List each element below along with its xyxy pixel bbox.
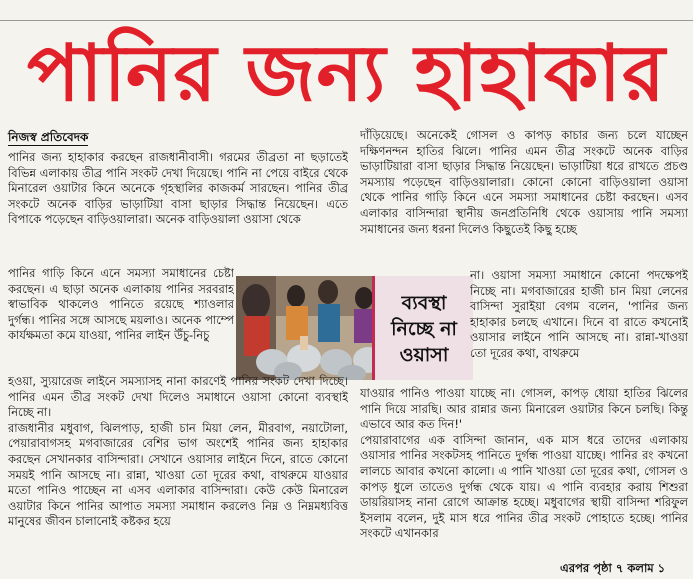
women-collecting-water-photo [236,276,386,380]
byline-text: নিজস্ব প্রতিবেদক [8,130,89,144]
article-paragraph: পেয়ারাবাগের এক বাসিন্দা জানান, এক মাস ধরে তাদের এলাকায় ওয়াসার পানির সংকটসহ পানিতে দুর্গন্ধ পাওয়া যাচ্ছে। পানির রং কখনো লালচে আবার কখনো কালো। এ পানি খাওয়া তো দূরের কথা, গোসল ও কাপড় ধুলে তাতেও দুর্গন্ধ থেকে যায়। এ পানি ব্যবহার করায় শিশুরা ডায়রিয়াসহ নানা রোগে আক্রান্ত হচ্ছে। মধুবাগের স্থায়ী বাসিন্দা শরিফুল ইসলাম বলেন, দুই মাস ধরে পানির তীব্র সংকট পোহাতে হচ্ছে। পানির সংকটে এখানকার [360,432,688,541]
article-column-left-top [8,150,348,268]
news-photo [236,276,386,380]
article-paragraph: না। ওয়াসা সমস্যা সমাধানে কোনো পদক্ষেপই নিচ্ছে না। মগবাজারের হাজী চান মিয়া লেনের বাসিন্দা সুরাইয়া বেগম বলেন, 'পানির জন্য হাহাকার চলছে এখানে। দিনে বা রাতে কখনোই ওয়াসার লাইনে পানি আসছে না। রান্না-খাওয়া তো দূরের কথা, বাথরুমে [470,268,688,360]
pull-quote-line: নিচ্ছে না [391,318,457,340]
article-paragraph: পানির গাড়ি কিনে এনে সমস্যা সমাধানের চেষ্টা করছেন। এ ছাড়া অনেক এলাকায় পানির সরবরাহ স্বাভাবিক থাকলেও পানিতে রয়েছে শ্যাওলার দুর্গন্ধ। পানির সঙ্গে আসছে ময়লাও। অনেক পাম্পে কার্যক্ষমতা কমে যাওয়া, পানির লাইন উঁচু-নিচু [8,266,234,343]
article-column-right-mid [470,268,688,386]
top-rule [0,0,693,21]
article-paragraph: হওয়া, স্যুয়ারেজ লাইনে সমস্যাসহ নানা কারণেই পানির সংকট দেখা দিচ্ছে। পানির এমন তীব্র সংকট দেখা দিলেও সমাধানে ওয়াসা কোনো ব্যবস্থাই নিচ্ছে না। [8,374,348,420]
article-paragraph: পানির জন্য হাহাকার করছেন রাজধানীবাসী। গরমের তীব্রতা না ছড়াতেই বিভিন্ন এলাকায় তীব্র পানি সংকট দেখা দিয়েছে। পানি না পেয়ে বাইরে থেকে মিনারেল ওয়াটার কিনে অনেকে গৃহস্থালির কাজকর্ম সারছেন। পানির তীব্র সংকটে অনেক বাড়ির ভাড়াটিয়া বাসা ছাড়ার সিদ্ধান্ত নিয়েছেন। এতে বিপাকে পড়েছেন বাড়িওয়ালারা। অনেক বাড়িওয়ালা ওয়াসা থেকে [8,150,348,227]
article-column-right-bottom [360,386,688,579]
pull-quote-line: ব্যবস্থা [401,292,447,314]
article-paragraph: যাওয়ার পানিও পাওয়া যাচ্ছে না। গোসল, কাপড় ধোয়া হাতির ঝিলের পানি দিয়ে সারছি। আর রান্নার জন্য মিনারেল ওয়াটার কিনে চলছি। কিন্তু এভাবে আর কত দিন!' [360,386,688,432]
pull-quote [372,276,473,380]
headline: পানির জন্য হাহাকার [27,29,666,119]
article-column-left-bottom [8,374,348,579]
pull-quote-line: ওয়াসা [399,344,449,366]
byline [8,129,348,145]
article-paragraph: রাজধানীর মধুবাগ, ঝিলপাড়, হাজী চান মিয়া লেন, মীরবাগ, নয়াটোলা, পেয়ারাবাগসহ মগবাজারের বেশির ভাগ অংশেই পানির জন্য হাহাকার করছেন সেখানকার বাসিন্দারা। সেখানে ওয়াসার লাইনে দিনে, রাতে কোনো সময়ই পানি আসছে না। রান্না, খাওয়া তো দূরের কথা, বাথরুমে যাওয়ার মতো পানিও পাচ্ছেন না এসব এলাকার বাসিন্দারা। কেউ কেউ মিনারেল ওয়াটার কিনে পানির আপাত সমস্যা সমাধান করলেও নিম্ন ও নিম্নমধ্যবিত্ত মানুষের জীবন চালানোই কষ্টকর হয়ে [8,420,348,529]
article-column-left-narrow [8,266,234,374]
article-column-right-top [360,128,688,268]
article-paragraph: দাঁড়িয়েছে। অনেকেই গোসল ও কাপড় কাচার জন্য চলে যাচ্ছেন দক্ষিণনন্দন হাতির ঝিলে। পানির এমন তীব্র সংকটে অনেক বাড়ির ভাড়াটিয়ারা বাসা ছাড়ার সিদ্ধান্ত নিয়েছেন। ভাড়াটিয়া ধরে রাখতে প্রচণ্ড সমস্যায় পড়েছেন বাড়িওয়ালারা। কোনো কোনো বাড়িওয়ালা ওয়াসা থেকে পানির গাড়ি কিনে এনে সমস্যা সমাধানের চেষ্টা করছেন। এসব এলাকার বাসিন্দারা স্থানীয় জনপ্রতিনিধি থেকে ওয়াসায় পানি সমস্যা সমাধানের জন্য ধরনা দিলেও কিছুতেই কিছু হচ্ছে [360,128,688,236]
continued-on-page-label: এরপর পৃষ্ঠা ৭ কলাম ১ [560,561,666,575]
